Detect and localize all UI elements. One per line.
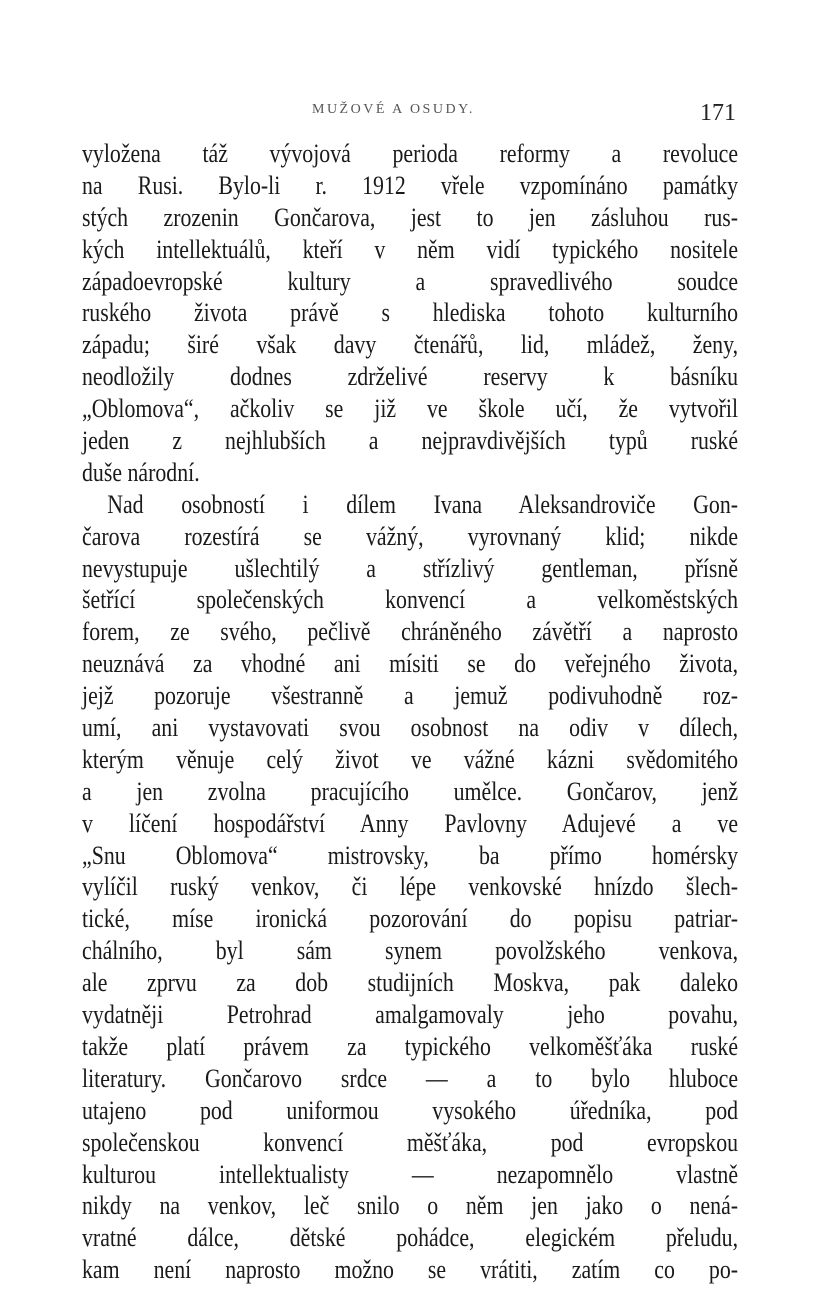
text-line: neuznává za vhodné ani mísiti se do veřejného života, [82, 649, 739, 679]
text-line: vydatněji Petrohrad amalgamovaly jeho povahu, [82, 1000, 739, 1030]
text-line: ale zprvu za dob studijních Moskva, pak daleko [82, 968, 739, 998]
text-line: šetřící společenských konvencí a velkoměstských [82, 585, 739, 615]
text-line: utajeno pod uniformou vysokého úředníka, pod [82, 1095, 739, 1125]
text-line: „Oblomova“, ačkoliv se již ve škole učí, že vytvořil [82, 394, 739, 424]
text-line: ruského života právě s hlediska tohoto kulturního [82, 298, 739, 328]
running-head [0, 100, 822, 124]
text-line: západu; širé však davy čtenářů, lid, mládež, ženy, [82, 330, 739, 360]
page-number: 171 [700, 100, 736, 126]
text-line: nevystupuje ušlechtilý a střízlivý gentleman, přísně [82, 553, 739, 583]
text-line: forem, ze svého, pečlivě chráněného závětří a naprosto [82, 617, 739, 647]
text-line: chálního, byl sám synem povolžského venkova, [82, 936, 739, 966]
body-text [82, 138, 738, 1286]
text-line: vyložena táž vývojová perioda reformy a revoluce [82, 139, 739, 168]
text-line: takže platí právem za typického velkoměšťáka ruské [82, 1031, 739, 1061]
text-line: kam není naprosto možno se vrátiti, zatím co po- [82, 1255, 739, 1285]
text-line: kterým věnuje celý život ve vážné kázni svědomitého [82, 744, 739, 774]
text-line: jejž pozoruje všestranně a jemuž podivuhodně roz- [82, 681, 739, 711]
text-line: nikdy na venkov, leč snilo o něm jen jako o nená- [82, 1191, 739, 1221]
text-line: „Snu Oblomova“ mistrovsky, ba přímo homérsky [82, 840, 739, 870]
text-line: čarova rozestírá se vážný, vyrovnaný klid; nikde [82, 521, 739, 551]
text-line: západoevropské kultury a spravedlivého soudce [82, 266, 739, 296]
text-line: vratné dálce, dětské pohádce, elegickém přeludu, [82, 1223, 739, 1253]
text-line: umí, ani vystavovati svou osobnost na odiv v dílech, [82, 713, 739, 743]
text-line-paragraph-end: duše národní. [82, 457, 200, 487]
running-title: MUŽOVÉ A OSUDY. [312, 102, 475, 117]
text-line-paragraph-start: Nad osobností i dílem Ivana Aleksandroviče Gon- [107, 489, 739, 519]
text-line: a jen zvolna pracujícího umělce. Gončarov, jenž [82, 776, 739, 806]
text-line: v líčení hospodářství Anny Pavlovny Adujevé a ve [82, 808, 739, 838]
text-line: tické, míse ironická pozorování do popisu patriar- [82, 904, 739, 934]
text-line: společenskou konvencí měšťáka, pod evropskou [82, 1127, 739, 1157]
text-line: kulturou intellektualisty — nezapomnělo vlastně [82, 1159, 739, 1189]
text-line: na Rusi. Bylo-li r. 1912 vřele vzpomínáno památky [82, 170, 739, 200]
text-line: neodložily dodnes zdrželivé reservy k básníku [82, 362, 739, 392]
text-line: kých intellektuálů, kteří v něm vidí typického nositele [82, 234, 739, 264]
text-line: stých zrozenin Gončarova, jest to jen zásluhou rus- [82, 202, 739, 232]
text-line: jeden z nejhlubších a nejpravdivějších typů ruské [82, 426, 739, 456]
text-line: literatury. Gončarovo srdce — a to bylo hluboce [82, 1063, 739, 1093]
text-line: vylíčil ruský venkov, či lépe venkovské hnízdo šlech- [82, 872, 739, 902]
